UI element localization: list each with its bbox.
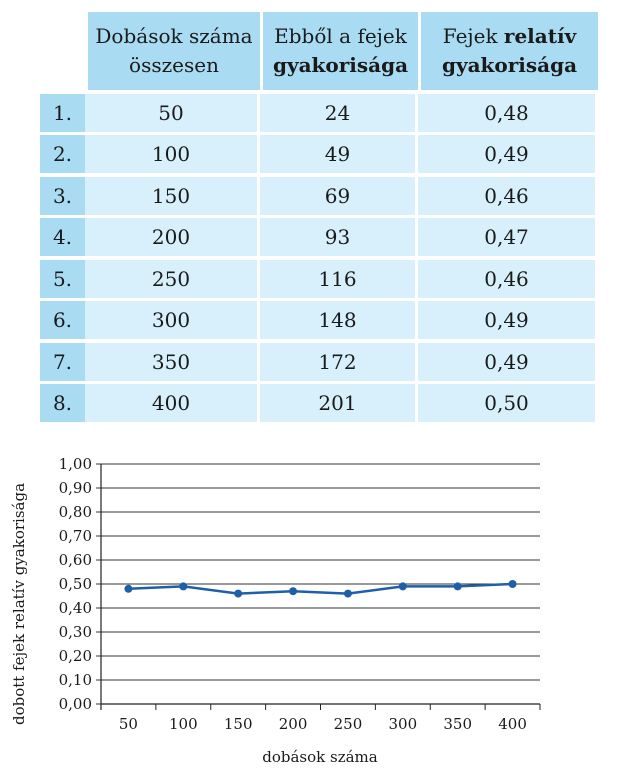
- y-axis-label: dobott fejek relatív gyakorisága: [10, 482, 28, 726]
- row-index: 5.: [40, 260, 85, 298]
- header-heads-count: [263, 12, 418, 90]
- cell-relative: 0,48: [418, 94, 595, 132]
- header-total-throws: [88, 12, 260, 90]
- cell-heads: 24: [260, 94, 415, 132]
- cell-heads: 93: [260, 218, 415, 256]
- row-index: 4.: [40, 218, 85, 256]
- cell-relative: 0,49: [418, 301, 595, 339]
- cell-total: 350: [85, 343, 257, 381]
- data-point: [399, 582, 407, 590]
- header-bold: relatív: [503, 24, 577, 48]
- x-tick-label: 300: [388, 715, 418, 733]
- x-tick-label: 50: [118, 715, 138, 733]
- y-tick-label: 0,60: [58, 551, 92, 569]
- x-tick-label: 150: [223, 715, 253, 733]
- cell-heads: 201: [260, 384, 415, 422]
- cell-heads: 49: [260, 135, 415, 173]
- row-index: 3.: [40, 177, 85, 215]
- y-tick-label: 0,70: [58, 527, 92, 545]
- table-body: [40, 94, 598, 423]
- data-point: [289, 587, 297, 595]
- data-point: [454, 582, 462, 590]
- header-bold: gyakorisága: [441, 53, 578, 77]
- row-index: 2.: [40, 135, 85, 173]
- table-row: [40, 218, 598, 256]
- y-tick-label: 0,90: [58, 479, 92, 497]
- row-index: 1.: [40, 94, 85, 132]
- y-tick-label: 0,10: [58, 671, 92, 689]
- header-bold: gyakorisága: [272, 53, 409, 77]
- data-points: [124, 580, 516, 598]
- x-tick-label: 200: [278, 715, 308, 733]
- cell-total: 50: [85, 94, 257, 132]
- y-tick-label: 1,00: [58, 455, 92, 473]
- cell-relative: 0,49: [418, 343, 595, 381]
- cell-relative: 0,50: [418, 384, 595, 422]
- relative-frequency-chart: [0, 440, 640, 769]
- row-index: 7.: [40, 343, 85, 381]
- data-point: [179, 582, 187, 590]
- header-relative-frequency: [421, 12, 598, 90]
- y-tick-label: 0,30: [58, 623, 92, 641]
- y-tick-label: 0,20: [58, 647, 92, 665]
- y-tick-label: 0,40: [58, 599, 92, 617]
- y-tick-label: 0,80: [58, 503, 92, 521]
- x-tick-label: 400: [498, 715, 527, 733]
- cell-heads: 172: [260, 343, 415, 381]
- row-index: 8.: [40, 384, 85, 422]
- data-point: [124, 585, 132, 593]
- cell-total: 100: [85, 135, 257, 173]
- x-tick-label: 350: [443, 715, 473, 733]
- data-point: [509, 580, 517, 588]
- x-axis-label: dobások száma: [262, 748, 378, 766]
- table-row: [40, 343, 598, 381]
- y-tick-labels: [59, 455, 92, 713]
- cell-total: 200: [85, 218, 257, 256]
- cell-relative: 0,49: [418, 135, 595, 173]
- row-index: 6.: [40, 301, 85, 339]
- x-tick-label: 100: [168, 715, 198, 733]
- table-row: [40, 135, 598, 173]
- table-row: [40, 177, 598, 215]
- table-row: [40, 384, 598, 422]
- x-tick-label: 250: [333, 715, 363, 733]
- y-tick-label: 0,00: [58, 695, 92, 713]
- header-line: összesen: [129, 53, 219, 77]
- table-row: [40, 94, 598, 132]
- header-line: Ebből a fejek: [274, 24, 407, 48]
- data-point: [344, 590, 352, 598]
- y-tick-label: 0,50: [58, 575, 92, 593]
- cell-heads: 148: [260, 301, 415, 339]
- cell-relative: 0,46: [418, 260, 595, 298]
- cell-total: 300: [85, 301, 257, 339]
- cell-total: 150: [85, 177, 257, 215]
- table-header: [88, 12, 598, 90]
- frequency-table: [40, 12, 598, 422]
- cell-heads: 116: [260, 260, 415, 298]
- x-tick-labels: [119, 715, 527, 733]
- cell-relative: 0,46: [418, 177, 595, 215]
- header-line: Dobások száma: [95, 24, 253, 48]
- cell-total: 400: [85, 384, 257, 422]
- data-point: [234, 590, 242, 598]
- cell-total: 250: [85, 260, 257, 298]
- table-row: [40, 301, 598, 339]
- header-line: Fejek: [442, 24, 504, 48]
- table-row: [40, 260, 598, 298]
- cell-heads: 69: [260, 177, 415, 215]
- cell-relative: 0,47: [418, 218, 595, 256]
